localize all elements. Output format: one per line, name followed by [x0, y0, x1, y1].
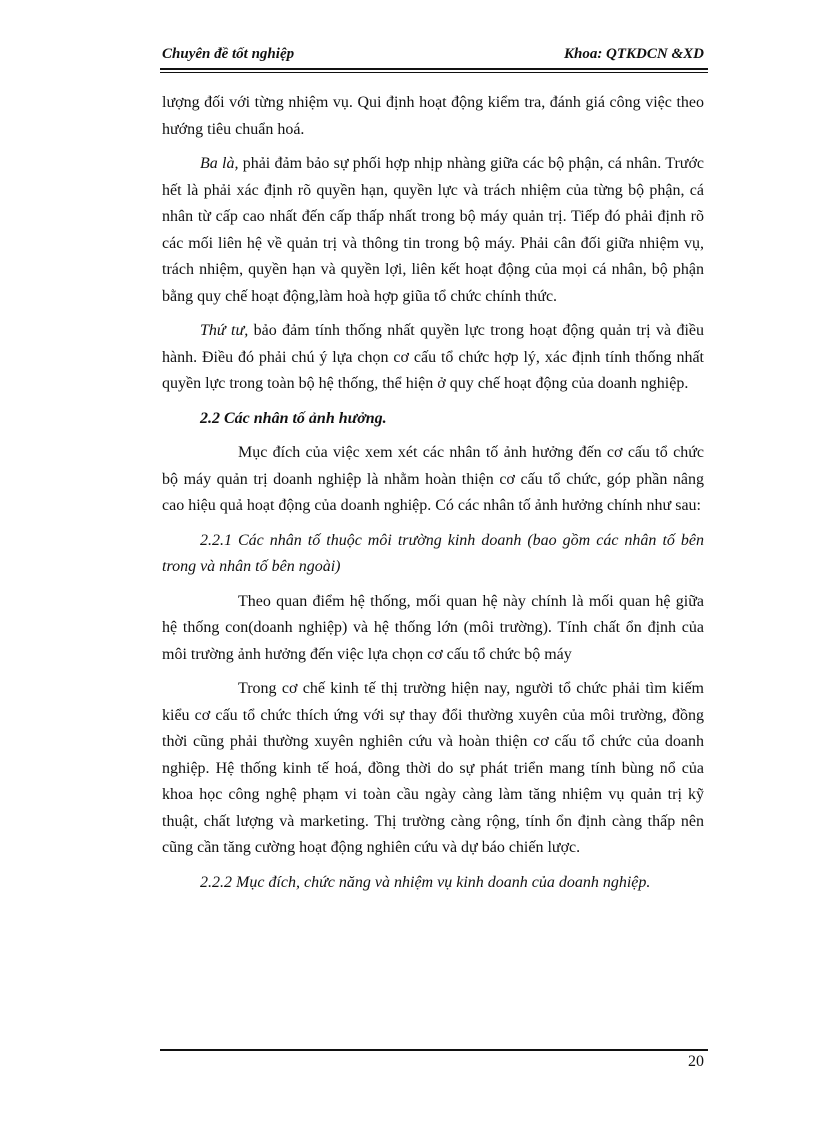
page-number: 20 — [688, 1053, 704, 1070]
paragraph — [162, 151, 704, 310]
paragraph-lead: Ba là, — [200, 155, 239, 172]
page-header — [160, 46, 708, 68]
paragraph: Trong cơ chế kinh tế thị trường hiện nay, người tổ chức phải tìm kiếm kiểu cơ cấu tổ chức thích ứng với sự thay đổi thường xuyên của môi trường, đồng thời cũng phải thường xuyên nghiên cứu và hoàn thiện cơ cấu tổ chức của doanh nghiệp. Hệ thống kinh tế hoá, đồng thời do sự phát triển mang tính bùng nổ của khoa học công nghệ phạm vi toàn cầu ngày càng làm tăng nhiệm vụ quản trị kỹ thuật, chất lượng và marketing. Thị trường càng rộng, tính ổn định càng thấp nên cũng cần tăng cường hoạt động nghiên cứu và dự báo chiến lược. — [162, 680, 704, 856]
paragraph: Mục đích của việc xem xét các nhân tố ảnh hưởng đến cơ cấu tổ chức bộ máy quản trị doanh nghiệp là nhằm hoàn thiện cơ cấu tổ chức, góp phần nâng cao hiệu quả hoạt động của doanh nghiệp. Có các nhân tố ảnh hưởng chính như sau: — [162, 444, 704, 514]
paragraph: Theo quan điểm hệ thống, mối quan hệ này chính là mối quan hệ giữa hệ thống con(doanh nghiệp) và hệ thống lớn (môi trường). Tính chất ổn định của môi trường ảnh hưởng đến việc lựa chọn cơ cấu tổ chức bộ máy — [162, 592, 704, 663]
paragraph-body: bảo đảm tính thống nhất quyền lực trong hoạt động quản trị và điều hành. Điều đó phải chú ý lựa chọn cơ cấu tổ chức hợp lý, xác định tính thống nhất quyền lực trong toàn bộ hệ thống, thể hiện ở quy chế hoạt động của doanh nghiệp. — [162, 322, 705, 392]
paragraph-lead: Thứ tư, — [200, 322, 249, 339]
paragraph-body: phải đảm bảo sự phối hợp nhịp nhàng giữa các bộ phận, cá nhân. Trước hết là phải xác định rõ quyền hạn, quyền lực và trách nhiệm của từng bộ phận, cá nhân từ cấp cao nhất đến cấp thấp nhất trong bộ máy quản trị. Tiếp đó phải định rõ các mối liên hệ về quản trị và thông tin trong bộ máy. Phải cân đối giữa nhiệm vụ, trách nhiệm, quyền hạn và quyền lợi, liên kết hoạt động của mọi cá nhân, bộ phận bằng quy chế hoạt động,làm hoà hợp giũa tổ chức chính thức. — [162, 155, 705, 305]
section-heading: 2.2 Các nhân tố ảnh hưởng. — [200, 409, 387, 427]
paragraph — [162, 318, 704, 398]
header-rule — [160, 68, 708, 70]
subsection-heading: 2.2.1 Các nhân tố thuộc môi trường kinh doanh (bao gồm các nhân tố bên trong và nhân tố bên ngoài) — [162, 531, 704, 575]
header-faculty: Khoa: QTKDCN &XD — [563, 46, 704, 62]
footer-rule — [160, 1049, 708, 1051]
header-rule-thin — [160, 72, 708, 73]
body-text — [162, 90, 704, 904]
paragraph: lượng đối với từng nhiệm vụ. Qui định hoạt động kiểm tra, đánh giá công việc theo hướng tiêu chuẩn hoá. — [162, 94, 704, 138]
subsection-heading: 2.2.2 Mục đích, chức năng và nhiệm vụ kinh doanh của doanh nghiệp. — [200, 873, 651, 891]
header-title: Chuyên đề tốt nghiệp — [162, 46, 295, 62]
